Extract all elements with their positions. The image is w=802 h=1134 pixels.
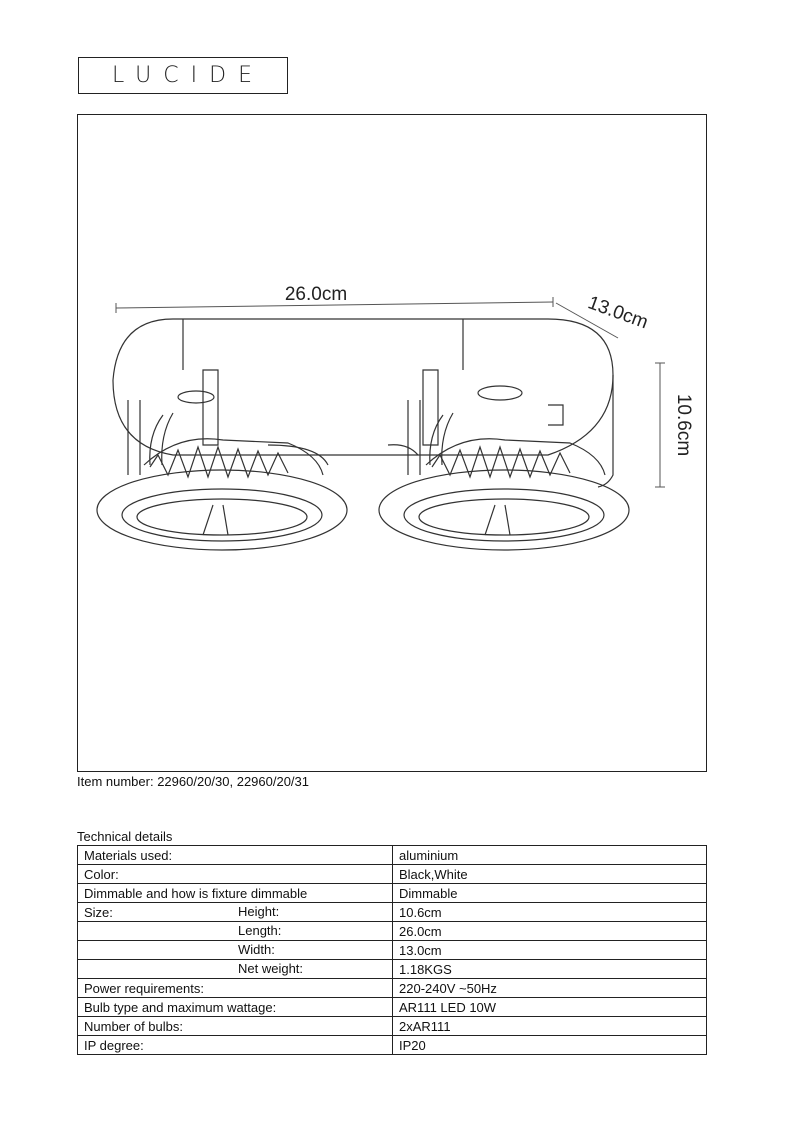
table-row [78, 1017, 707, 1036]
spec-value: 13.0cm [393, 941, 707, 960]
spec-label: IP degree: [78, 1036, 393, 1055]
length-label: 26.0cm [284, 284, 348, 305]
net-weight-label: Net weight: [238, 961, 304, 976]
size-cell [78, 941, 393, 960]
spec-value: 220-240V ~50Hz [393, 979, 707, 998]
spec-value: 26.0cm [393, 922, 707, 941]
spec-value: Dimmable [393, 884, 707, 903]
spec-label: Bulb type and maximum wattage: [78, 998, 393, 1017]
product-drawing [78, 115, 708, 773]
spec-value: AR111 LED 10W [393, 998, 707, 1017]
brand-logo-text: LUCIDE [112, 63, 264, 88]
width-label: 13.0cm [585, 292, 651, 334]
spec-value: 10.6cm [393, 903, 707, 922]
height-label: 10.6cm [673, 393, 694, 457]
table-row [78, 922, 707, 941]
spec-value: 2xAR111 [393, 1017, 707, 1036]
spec-value: Black,White [393, 865, 707, 884]
length-label: Length: [238, 923, 282, 938]
table-row [78, 884, 707, 903]
spec-label: Color: [78, 865, 393, 884]
table-row [78, 903, 707, 922]
right-ring-outer [379, 470, 629, 550]
spec-value: IP20 [393, 1036, 707, 1055]
spec-label: Number of bulbs: [78, 1017, 393, 1036]
size-label: Size: [84, 904, 113, 920]
size-cell [78, 922, 393, 941]
spec-label: Materials used: [78, 846, 393, 865]
left-bracket [203, 370, 218, 445]
technical-details-title: Technical details [77, 829, 173, 844]
right-ring-inner [404, 489, 604, 541]
brand-logo [78, 57, 288, 94]
base-plate [113, 319, 613, 455]
item-number: Item number: 22960/20/30, 22960/20/31 [77, 774, 310, 789]
table-row [78, 998, 707, 1017]
spec-label: Dimmable and how is fixture dimmable [78, 884, 393, 903]
table-row [78, 865, 707, 884]
table-row [78, 979, 707, 998]
right-bracket [423, 370, 438, 445]
size-cell [78, 903, 393, 922]
spec-label: Power requirements: [78, 979, 393, 998]
spec-value: aluminium [393, 846, 707, 865]
height-label: Height: [238, 904, 280, 919]
spec-value: 1.18KGS [393, 960, 707, 979]
product-drawing-frame [77, 114, 707, 772]
table-row [78, 846, 707, 865]
table-row [78, 941, 707, 960]
table-row [78, 1036, 707, 1055]
left-ring-inner [122, 489, 322, 541]
table-row [78, 960, 707, 979]
width-label: Width: [238, 942, 275, 957]
left-ring-outer [97, 470, 347, 550]
specs-table [77, 845, 707, 1055]
size-cell [78, 960, 393, 979]
